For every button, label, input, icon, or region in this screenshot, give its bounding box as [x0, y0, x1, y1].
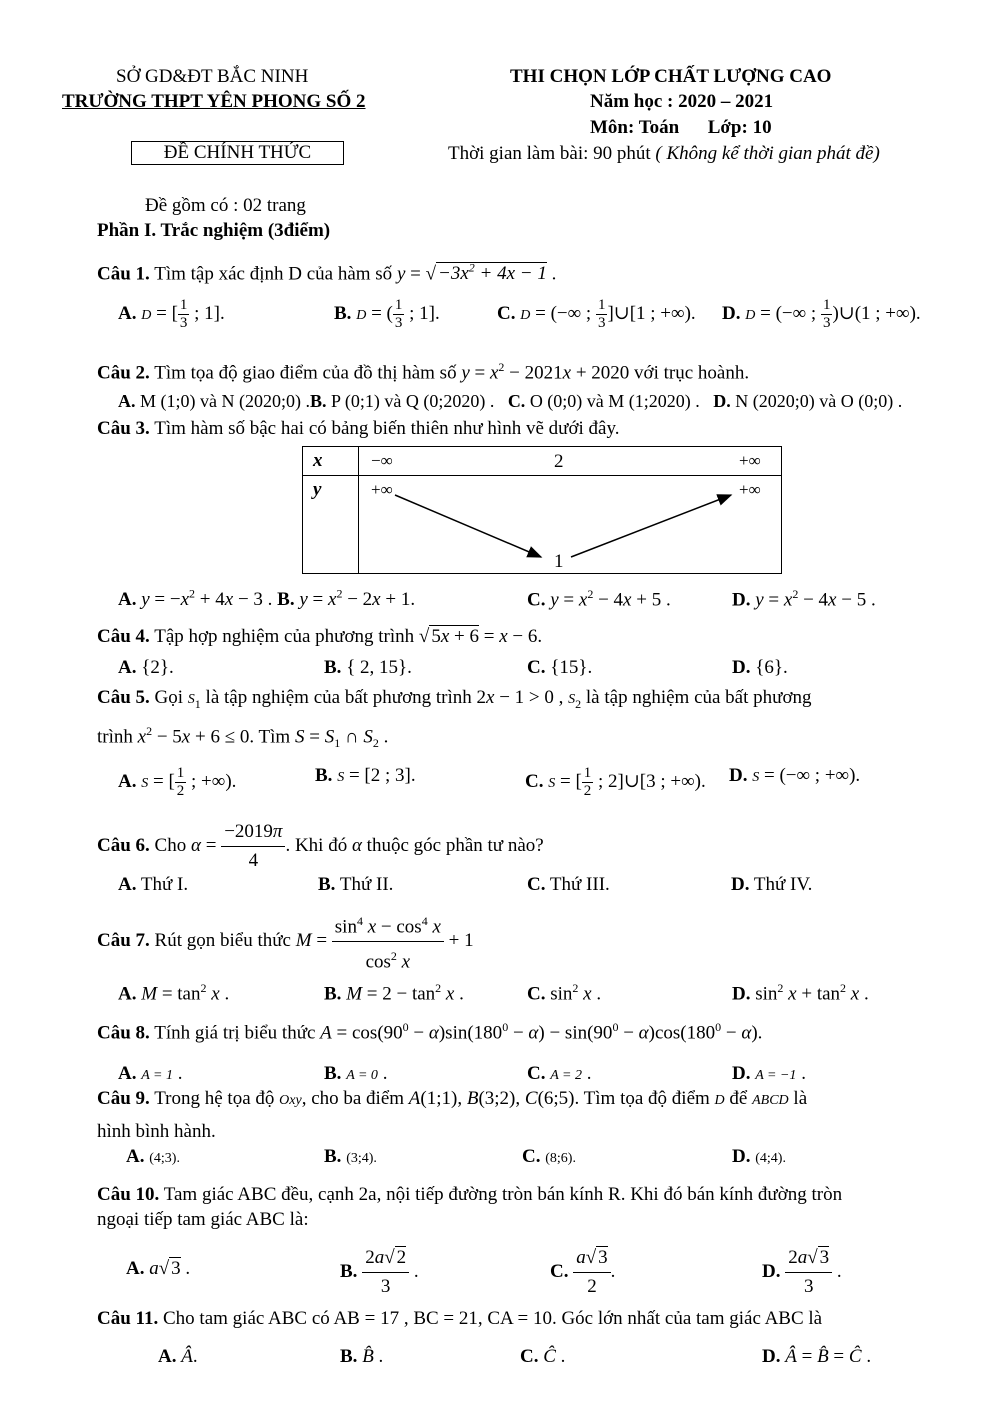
- q11-option-b[interactable]: B. B̂ .: [340, 1346, 384, 1367]
- school-name: TRƯỜNG THPT YÊN PHONG SỐ 2: [62, 91, 366, 112]
- q10-option-c[interactable]: C. $\frac{a√ 3}{2}$ .: [550, 1244, 615, 1301]
- question-5-line1: Câu 5. Gọi $S_1$ là tập nghiệm của bất phương trình 2x − 1 > 0 , $S_2$ là tập nghiệm của bất phương: [97, 687, 812, 711]
- official-badge: [131, 141, 344, 165]
- q10-option-a[interactable]: A. a√ 3 .: [126, 1258, 191, 1279]
- q10-option-b[interactable]: B. $\frac{2a√ 2}{3}$ .: [340, 1244, 419, 1301]
- school-department: SỞ GD&ĐT BẮC NINH: [116, 66, 309, 87]
- q5-option-a[interactable]: A. S = [ $\frac{1}{2}$ ; +∞).: [118, 765, 237, 799]
- q4-option-c[interactable]: C. {15}.: [527, 657, 593, 678]
- question-3: Câu 3. Tìm hàm số bậc hai có bảng biến thiên như hình vẽ dưới đây.: [97, 418, 620, 439]
- q2-option-c[interactable]: C. O (0;0) và M (1;2020) .: [507, 391, 700, 411]
- official-text: ĐỀ CHÍNH THỨC: [163, 142, 312, 163]
- q8-option-d[interactable]: D. A = −1 .: [732, 1063, 806, 1084]
- page-count: Đề gồm có : 02 trang: [145, 195, 306, 216]
- q6-option-d[interactable]: D. Thứ IV.: [731, 874, 813, 895]
- q9-option-d[interactable]: D. (4;4).: [732, 1146, 786, 1167]
- q6-option-b[interactable]: B. Thứ II.: [318, 874, 394, 895]
- section-title: Phần I. Trắc nghiệm (3điểm): [97, 220, 331, 241]
- q2-option-b[interactable]: .B. P (0;1) và Q (0;2020) .: [305, 391, 495, 411]
- q9-option-a[interactable]: A. (4;3).: [126, 1146, 180, 1167]
- school-year: Năm học : 2020 – 2021: [590, 91, 774, 112]
- q6-option-c[interactable]: C. Thứ III.: [527, 874, 610, 895]
- question-11: Câu 11. Cho tam giác ABC có AB = 17 , BC = 21, CA = 10. Góc lớn nhất của tam giác ABC là: [97, 1308, 823, 1329]
- arrow-increasing: [571, 495, 731, 557]
- q8-option-a[interactable]: A. A = 1 .: [118, 1063, 183, 1084]
- q8-option-c[interactable]: C. A = 2 .: [527, 1063, 592, 1084]
- q4-option-a[interactable]: A. {2}.: [118, 657, 174, 678]
- q3-option-b[interactable]: B. $y = x^2 - 2x + 1$.: [277, 587, 416, 611]
- question-1: Câu 1. Tìm tập xác định D của hàm số y = √ $-3x^2 + 4x - 1$ .: [97, 261, 557, 285]
- arrow-decreasing: [395, 495, 541, 557]
- q9-option-b[interactable]: B. (3;4).: [324, 1146, 377, 1167]
- table-arrows: [303, 447, 781, 573]
- q7-option-d[interactable]: D. $\sin^2 x + \tan^2 x$ .: [732, 981, 869, 1005]
- q9-option-c[interactable]: C. (8;6).: [522, 1146, 576, 1167]
- question-9-line2: hình bình hành.: [97, 1121, 216, 1142]
- question-9-line1: Câu 9. Trong hệ tọa độ Oxy, cho ba điểm A(1;1), B(3;2), C(6;5). Tìm tọa độ điểm D để ABCD là: [97, 1088, 808, 1109]
- table-y-right: +∞: [739, 480, 761, 499]
- question-8: Câu 8. Tính giá trị biểu thức $A = \cos(90^0 - \alpha)\sin(180^0 - \alpha) - \sin(90^0 - \alpha)\cos(180^0 - \alpha)$.: [97, 1020, 763, 1044]
- table-neg-inf: −∞: [371, 451, 393, 470]
- question-10-line2: ngoại tiếp tam giác ABC là:: [97, 1209, 309, 1230]
- q11-option-d[interactable]: D. Â = B̂ = Ĉ .: [762, 1346, 872, 1367]
- table-y-label: y: [313, 479, 322, 500]
- time-limit: Thời gian làm bài: 90 phút ( Không kể thời gian phát đề): [448, 143, 880, 164]
- q11-option-a[interactable]: A. Â.: [158, 1346, 198, 1367]
- q2-option-a[interactable]: A. M (1;0) và N (2020;0): [118, 391, 301, 411]
- q7-option-a[interactable]: A. $M = \tan^2 x$ .: [118, 981, 230, 1005]
- q1-option-b[interactable]: B. D = ( $\frac{1}{3}$ ; 1].: [334, 297, 440, 331]
- subject-grade: Môn: Toán Lớp: 10: [590, 117, 772, 138]
- table-vertex-x: 2: [554, 451, 564, 472]
- question-6: Câu 6. Cho α = $\frac{-2019\pi}{4}$ . Khi đó α thuộc góc phần tư nào?: [97, 818, 544, 875]
- table-y-left: +∞: [371, 480, 393, 499]
- q1-option-c[interactable]: C. D = (−∞ ; $\frac{1}{3}$ ]∪[1 ; +∞).: [497, 297, 696, 331]
- q5-option-b[interactable]: B. S = [2 ; 3].: [315, 765, 416, 786]
- q5-option-d[interactable]: D. S = (−∞ ; +∞).: [729, 765, 861, 786]
- table-x-label: x: [313, 450, 323, 471]
- q10-option-d[interactable]: D. $\frac{2a√ 3}{3}$ .: [762, 1244, 842, 1301]
- q2-option-d[interactable]: D. N (2020;0) và O (0;0) .: [713, 391, 903, 411]
- q4-option-d[interactable]: D. {6}.: [732, 657, 788, 678]
- q4-option-b[interactable]: B. { 2, 15}.: [324, 657, 412, 678]
- exam-title: THI CHỌN LỚP CHẤT LƯỢNG CAO: [510, 66, 832, 87]
- question-2: Câu 2. Tìm tọa độ giao điểm của đồ thị hàm số $y = x^2 - 2021x + 2020$ với trục hoành.: [97, 360, 750, 384]
- q7-option-c[interactable]: C. $\sin^2 x$ .: [527, 981, 602, 1005]
- q6-option-a[interactable]: A. Thứ I.: [118, 874, 189, 895]
- q8-option-b[interactable]: B. A = 0 .: [324, 1063, 388, 1084]
- question-10-line1: Câu 10. Tam giác ABC đều, cạnh 2a, nội tiếp đường tròn bán kính R. Khi đó bán kính đường tròn: [97, 1184, 843, 1205]
- variation-table: [302, 446, 782, 574]
- q11-option-c[interactable]: C. Ĉ .: [520, 1346, 566, 1367]
- q3-option-a[interactable]: A. $y = -x^2 + 4x - 3$ .: [118, 587, 273, 611]
- question-7: Câu 7. Rút gọn biểu thức M = $\frac{\sin^4 x - \cos^4 x}{\cos^2 x}$ + 1: [97, 907, 474, 977]
- q3-option-c[interactable]: C. $y = x^2 - 4x + 5$ .: [527, 587, 671, 611]
- q5-option-c[interactable]: C. S = [ $\frac{1}{2}$ ; 2]∪[3 ; +∞).: [525, 765, 706, 799]
- table-y-min: 1: [554, 551, 564, 572]
- q3-option-d[interactable]: D. $y = x^2 - 4x - 5$ .: [732, 587, 876, 611]
- q7-option-b[interactable]: B. $M = 2 - \tan^2 x$ .: [324, 981, 464, 1005]
- q2-options: [118, 391, 902, 412]
- q1-option-a[interactable]: A. D = [ $\frac{1}{3}$ ; 1].: [118, 297, 225, 331]
- q3-options: [118, 587, 415, 611]
- question-4: Câu 4. Tập hợp nghiệm của phương trình √ 5x + 6 = x − 6.: [97, 626, 543, 647]
- question-5-line2: trình $x^2 - 5x + 6 \le 0$. Tìm $S = S_1$ ∩ $S_2$ .: [97, 724, 389, 751]
- q1-option-d[interactable]: D. D = (−∞ ; $\frac{1}{3}$ )∪(1 ; +∞).: [722, 297, 921, 331]
- table-pos-inf: +∞: [739, 451, 761, 470]
